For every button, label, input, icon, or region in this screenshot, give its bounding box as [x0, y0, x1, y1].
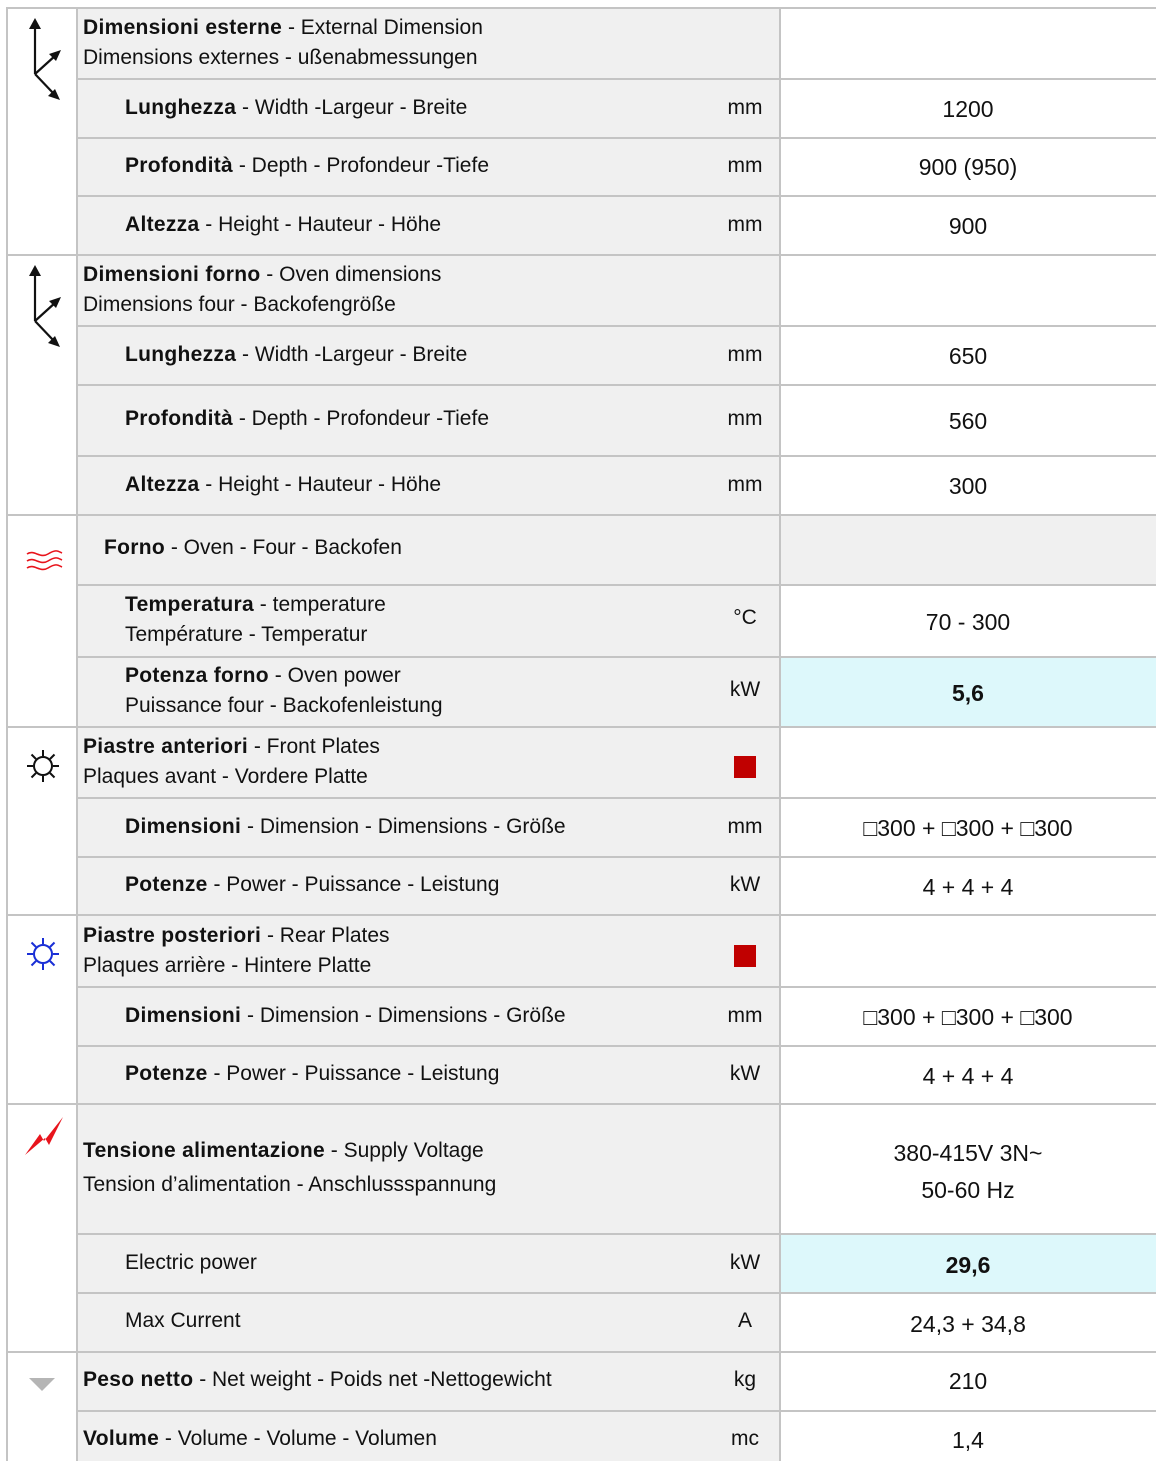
row-value: □300 + □300 + □300 — [863, 1004, 1073, 1030]
front-plate-indicator — [734, 756, 756, 778]
row-label: Altezza - Height - Hauteur - Höhe — [125, 473, 442, 496]
row-value: 1200 — [942, 96, 994, 122]
rear-hotplate-icon — [25, 936, 61, 972]
row-value: □300 + □300 + □300 — [863, 815, 1073, 841]
row-label: Profondità - Depth - Profondeur -Tiefe — [125, 154, 489, 177]
row-unit: kW — [729, 1062, 761, 1085]
section-subtitle-oven-dims: Dimensions four - Backofengröße — [83, 293, 396, 316]
row-unit: mm — [727, 213, 763, 236]
row-label: Altezza - Height - Hauteur - Höhe — [125, 213, 442, 236]
rear-plate-indicator — [734, 945, 756, 967]
weight-triangle-icon — [29, 1378, 55, 1392]
supply-voltage-value: 380-415V 3N~ — [893, 1140, 1043, 1166]
axes-icon — [22, 265, 64, 351]
row-label: Potenze - Power - Puissance - Leistung — [125, 1062, 500, 1085]
max-current-unit: A — [737, 1309, 752, 1332]
row-unit: kW — [729, 873, 761, 896]
section-subtitle-rear: Plaques arrière - Hintere Platte — [83, 954, 372, 977]
axes-icon — [22, 18, 64, 104]
section-title-oven: Forno - Oven - Four - Backofen — [104, 536, 402, 559]
row-value: 650 — [948, 343, 988, 369]
row-label: Lunghezza - Width -Largeur - Breite — [125, 343, 468, 366]
row-unit: mm — [727, 343, 763, 366]
oven-power-value: 5,6 — [952, 680, 984, 706]
row-unit: mm — [727, 407, 763, 430]
max-current-value: 24,3 + 34,8 — [910, 1311, 1026, 1337]
volume-label: Volume - Volume - Volume - Volumen — [83, 1427, 437, 1450]
row-unit: mm — [727, 96, 763, 119]
net-weight-label: Peso netto - Net weight - Poids net -Nettogewicht — [83, 1368, 552, 1391]
row-value: 900 — [948, 213, 988, 239]
row-label: Dimensioni - Dimension - Dimensions - Größe — [125, 815, 566, 838]
section-title-external: Dimensioni esterne - External Dimension — [83, 16, 483, 39]
net-weight-value: 210 — [948, 1368, 988, 1394]
row-unit: mm — [727, 1004, 763, 1027]
temperature-label: Temperatura - temperature — [125, 593, 386, 616]
front-hotplate-icon — [25, 748, 61, 784]
section-subtitle-supply: Tension d’alimentation - Anschlussspannung — [83, 1173, 497, 1196]
electric-power-value: 29,6 — [945, 1252, 991, 1278]
value-bg-oven-title — [780, 515, 1156, 585]
row-value: 4 + 4 + 4 — [922, 874, 1014, 900]
temperature-unit: °C — [733, 606, 757, 629]
volume-unit: mc — [731, 1427, 759, 1450]
row-value: 300 — [948, 473, 988, 499]
heat-waves-icon — [24, 548, 64, 574]
row-unit: mm — [727, 154, 763, 177]
row-unit: mm — [727, 815, 763, 838]
oven-power-label-line2: Puissance four - Backofenleistung — [125, 694, 443, 717]
volume-value: 1,4 — [952, 1427, 984, 1453]
lightning-bolt-icon — [23, 1115, 65, 1157]
electric-power-unit: kW — [729, 1251, 761, 1274]
row-label: Profondità - Depth - Profondeur -Tiefe — [125, 407, 489, 430]
row-value: 560 — [948, 408, 988, 434]
temperature-value: 70 - 300 — [925, 609, 1011, 635]
max-current-label: Max Current — [125, 1309, 241, 1332]
row-label: Dimensioni - Dimension - Dimensions - Größe — [125, 1004, 566, 1027]
section-subtitle-external: Dimensions externes - ußenabmessungen — [83, 46, 478, 69]
oven-power-label: Potenza forno - Oven power — [125, 664, 401, 687]
row-unit: mm — [727, 473, 763, 496]
electric-power-label: Electric power — [125, 1251, 257, 1274]
section-title-oven-dims: Dimensioni forno - Oven dimensions — [83, 263, 442, 286]
net-weight-unit: kg — [733, 1368, 757, 1391]
row-value: 900 (950) — [918, 154, 1018, 180]
row-value: 4 + 4 + 4 — [922, 1063, 1014, 1089]
row-label: Lunghezza - Width -Largeur - Breite — [125, 96, 468, 119]
section-title-supply: Tensione alimentazione - Supply Voltage — [83, 1139, 484, 1162]
row-label: Potenze - Power - Puissance - Leistung — [125, 873, 500, 896]
section-subtitle-front: Plaques avant - Vordere Platte — [83, 765, 368, 788]
section-title-front: Piastre anteriori - Front Plates — [83, 735, 380, 758]
oven-power-unit: kW — [729, 678, 761, 701]
section-title-rear: Piastre posteriori - Rear Plates — [83, 924, 390, 947]
temperature-label-line2: Température - Temperatur — [125, 623, 368, 646]
supply-frequency-value: 50-60 Hz — [921, 1177, 1015, 1203]
